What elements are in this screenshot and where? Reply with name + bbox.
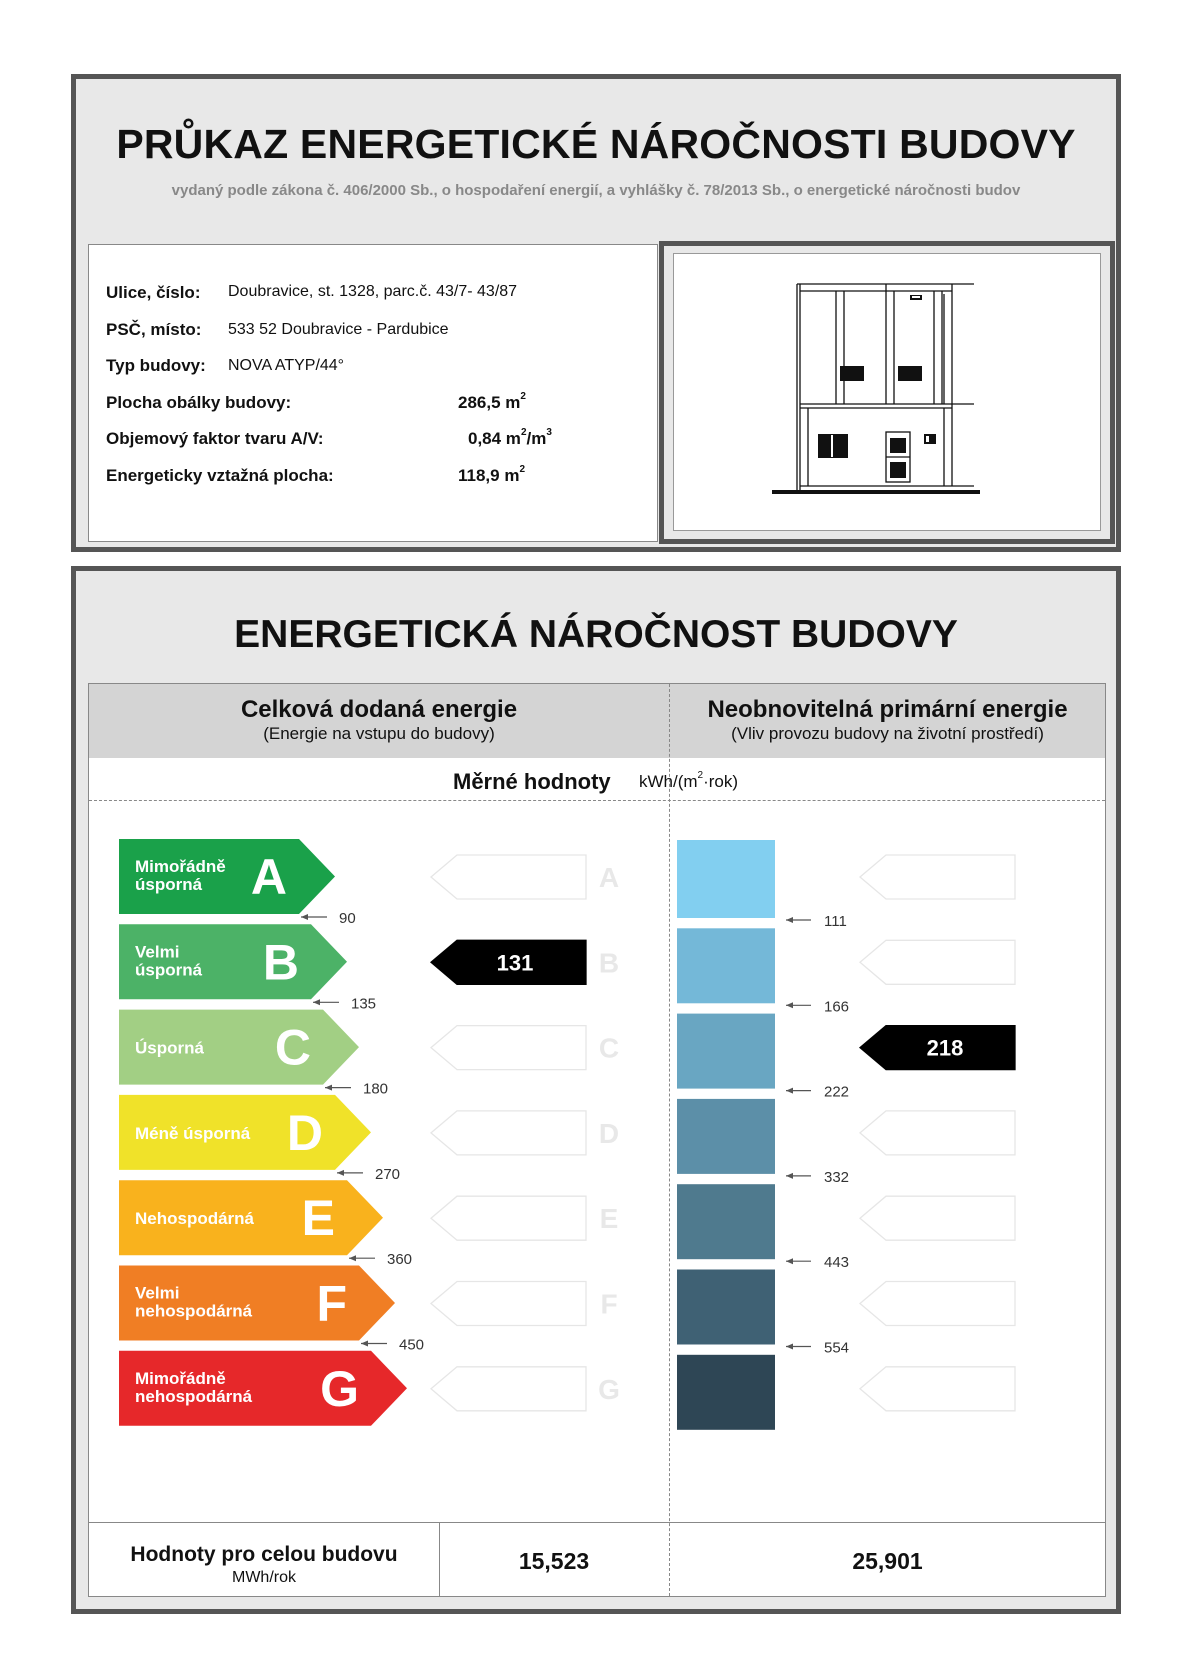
type-value: NOVA ATYP/44°	[228, 357, 345, 374]
area-row	[106, 464, 526, 486]
area-label: Energeticky vztažná plocha:	[106, 466, 334, 485]
left-marker-slot-a	[431, 855, 586, 899]
threshold-arrowhead-right-a	[786, 917, 793, 923]
right-column-subtitle: (Vliv provozu budovy na životní prostředí)	[731, 724, 1044, 743]
left-column-title: Celková dodaná energie	[240, 696, 518, 723]
threshold-arrowhead-left-a	[301, 914, 308, 920]
av-value: 0,84 $m^2/m^3$	[468, 427, 552, 448]
class-label-c: Úsporná	[135, 1038, 204, 1058]
class-label-d: Méně úsporná	[135, 1123, 251, 1143]
whole-building-label: Hodnoty pro celou budovu	[130, 1543, 398, 1566]
left-faint-letter-g: G	[598, 1373, 620, 1405]
left-marker-slot-c	[431, 1026, 586, 1070]
city-row	[106, 320, 449, 340]
rating-chart-box	[88, 683, 1106, 1597]
threshold-arrowhead-left-e	[349, 1255, 356, 1261]
energy-scale-svg	[89, 800, 1105, 1522]
threshold-right-a: 111	[824, 913, 847, 930]
right-marker-slot-a	[860, 855, 1015, 899]
class-letter-g: G	[320, 1360, 359, 1417]
certificate-header-panel	[71, 74, 1121, 552]
left-faint-letter-b: B	[598, 947, 620, 979]
primary-energy-block-d	[677, 1099, 775, 1174]
class-letter-a: A	[250, 849, 287, 905]
left-faint-letter-f: F	[600, 1288, 618, 1320]
right-marker-slot-f	[860, 1282, 1015, 1326]
city-label: PSČ, místo:	[106, 320, 202, 339]
primary-energy-block-c	[677, 1014, 775, 1089]
threshold-left-c: 180	[363, 1080, 389, 1098]
threshold-arrowhead-left-b	[313, 999, 320, 1005]
class-label-g: nehospodárná	[135, 1386, 253, 1406]
right-column-title: Neobnovitelná primární energie	[707, 696, 1068, 723]
units-value: kWh/$(m^2\cdot rok)$	[639, 770, 739, 791]
threshold-left-a: 90	[339, 910, 356, 927]
right-marker-value: 218	[926, 1035, 964, 1061]
total-primary-energy-value: 25,901	[852, 1548, 923, 1574]
certificate-title: PRŮKAZ ENERGETICKÉ NÁROČNOSTI BUDOVY	[116, 121, 1076, 167]
area-value: 118,9 $m^2$	[458, 464, 526, 485]
facade-drawing-svg	[674, 254, 1100, 530]
building-image-frame	[659, 241, 1115, 544]
threshold-right-d: 332	[824, 1168, 850, 1186]
primary-energy-block-f	[677, 1270, 775, 1345]
threshold-arrowhead-right-e	[786, 1258, 793, 1264]
threshold-arrowhead-left-d	[337, 1170, 344, 1176]
left-faint-letter-d: D	[598, 1117, 620, 1149]
building-facade-drawing	[673, 253, 1101, 531]
street-label: Ulice, číslo:	[106, 283, 201, 302]
class-label-g: Mimořádně	[135, 1368, 226, 1388]
threshold-arrowhead-left-f	[361, 1341, 368, 1347]
threshold-right-f: 554	[824, 1339, 850, 1357]
class-letter-d: D	[286, 1104, 323, 1161]
class-letter-f: F	[316, 1275, 347, 1332]
class-label-e: Nehospodárná	[135, 1209, 255, 1229]
threshold-right-e: 443	[824, 1254, 850, 1272]
energy-rating-panel	[71, 566, 1121, 1614]
right-marker-slot-b	[860, 940, 1015, 984]
street-value: Doubravice, st. 1328, parc.č. 43/7- 43/87	[228, 283, 518, 300]
class-label-b: úsporná	[135, 960, 203, 980]
left-marker-slot-e	[431, 1196, 586, 1240]
column-divider	[669, 684, 670, 1596]
threshold-arrowhead-right-c	[786, 1088, 793, 1094]
envelope-value: 286,5 $m^2$	[458, 391, 526, 412]
av-label: Objemový faktor tvaru A/V:	[106, 429, 324, 448]
street-row	[106, 283, 518, 303]
class-label-a: úsporná	[135, 875, 203, 894]
rating-title: ENERGETICKÁ NÁROČNOST BUDOVY	[234, 613, 958, 656]
primary-energy-block-b	[677, 928, 775, 1003]
threshold-arrowhead-right-d	[786, 1173, 793, 1179]
left-marker-slot-g	[431, 1367, 586, 1411]
primary-energy-block-g	[677, 1355, 775, 1430]
type-label: Typ budovy:	[106, 356, 206, 375]
threshold-arrowhead-right-b	[786, 1002, 793, 1008]
right-marker-slot-g	[860, 1367, 1015, 1411]
av-row	[106, 427, 552, 449]
left-marker-value: 131	[496, 950, 534, 976]
whole-building-unit: MWh/rok	[232, 1569, 296, 1586]
right-marker-slot-e	[860, 1196, 1015, 1240]
envelope-row	[106, 391, 526, 413]
class-label-f: nehospodárná	[135, 1301, 253, 1321]
whole-building-label-cell	[89, 1523, 440, 1597]
column-header	[89, 684, 1105, 759]
class-label-f: Velmi	[135, 1283, 180, 1303]
building-info-box	[88, 244, 658, 542]
city-value: 533 52 Doubravice - Pardubice	[228, 321, 449, 338]
certificate-subtitle: vydaný podle zákona č. 406/2000 Sb., o hospodaření energií, a vyhlášky č. 78/2013 Sb., o energetické náročnosti budov	[171, 182, 1021, 199]
right-marker-slot-d	[860, 1111, 1015, 1155]
envelope-label: Plocha obálky budovy:	[106, 393, 292, 412]
units-label: Měrné hodnoty	[453, 769, 611, 794]
left-marker-slot-f	[431, 1282, 586, 1326]
threshold-right-b: 166	[824, 998, 850, 1016]
class-label-a: Mimořádně	[135, 857, 226, 876]
primary-energy-block-a	[677, 840, 775, 918]
left-column-subtitle: (Energie na vstupu do budovy)	[263, 724, 495, 743]
total-delivered-energy-value: 15,523	[518, 1548, 590, 1574]
threshold-left-e: 360	[387, 1251, 413, 1269]
threshold-arrowhead-right-f	[786, 1344, 793, 1350]
left-faint-letter-a: A	[598, 862, 620, 893]
class-letter-e: E	[301, 1190, 335, 1247]
class-label-b: Velmi	[135, 942, 180, 962]
units-row	[89, 758, 1105, 801]
left-marker-slot-d	[431, 1111, 586, 1155]
threshold-left-d: 270	[375, 1165, 401, 1183]
threshold-left-b: 135	[351, 995, 377, 1013]
left-faint-letter-e: E	[599, 1203, 619, 1235]
primary-energy-block-e	[677, 1184, 775, 1259]
class-letter-b: B	[262, 934, 299, 991]
threshold-right-c: 222	[824, 1083, 850, 1101]
threshold-left-f: 450	[399, 1336, 425, 1354]
type-row	[106, 356, 345, 376]
class-letter-c: C	[274, 1019, 311, 1076]
threshold-arrowhead-left-c	[325, 1085, 332, 1091]
left-faint-letter-c: C	[598, 1032, 620, 1064]
whole-building-row	[89, 1522, 1105, 1597]
